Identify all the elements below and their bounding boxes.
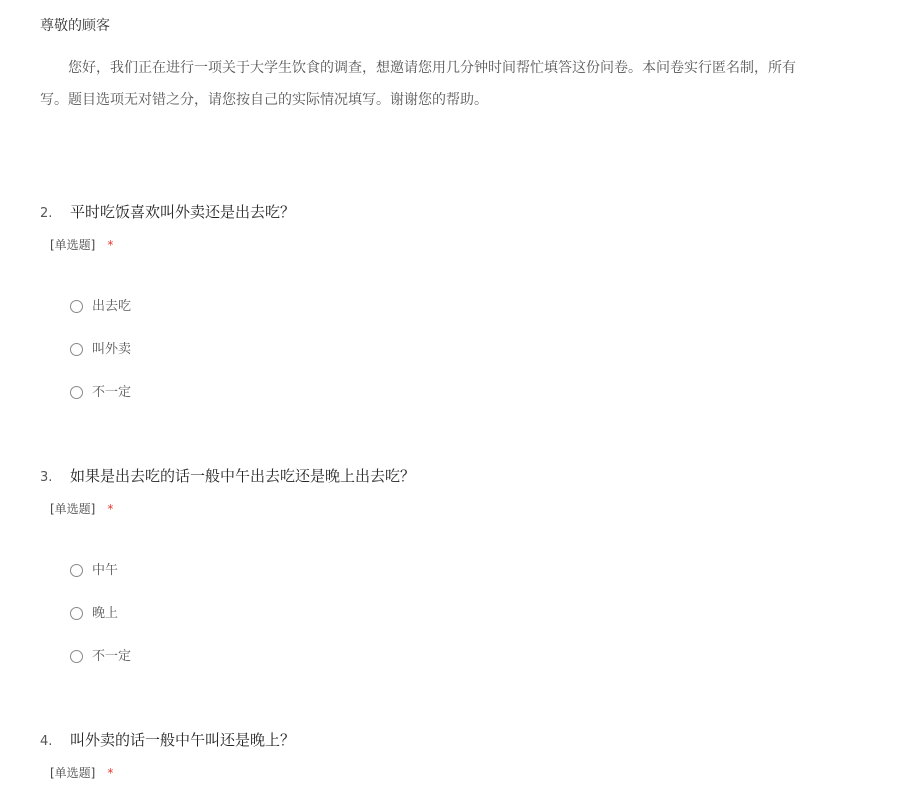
question-text: 叫外卖的话一般中午叫还是晚上？: [70, 731, 296, 749]
intro-line-1: 您好，我们正在进行一项关于大学生饮食的调查，想邀请您用几分钟时间帮忙填答这份问卷。本问卷实行匿名制，所有: [68, 60, 796, 76]
required-mark: *: [107, 238, 114, 252]
option-label: 中午: [92, 563, 119, 578]
question-number: 4.: [40, 734, 53, 749]
radio-unchecked-icon[interactable]: [70, 343, 83, 356]
question-type: [50, 765, 890, 781]
question-type: [50, 237, 890, 253]
question-text: 平时吃饭喜欢叫外卖还是出去吃？: [70, 203, 296, 221]
option-buyiding[interactable]: [70, 649, 890, 692]
radio-unchecked-icon[interactable]: [70, 386, 83, 399]
question-type-label: [单选题]: [50, 766, 96, 780]
required-mark: *: [107, 766, 114, 780]
radio-unchecked-icon[interactable]: [70, 607, 83, 620]
option-buyiding[interactable]: [70, 385, 890, 428]
option-wanshang[interactable]: [70, 606, 890, 649]
question-type-label: [单选题]: [50, 502, 96, 516]
question-2: [40, 201, 890, 428]
radio-unchecked-icon[interactable]: [70, 564, 83, 577]
radio-unchecked-icon[interactable]: [70, 300, 83, 313]
radio-unchecked-icon[interactable]: [70, 650, 83, 663]
option-label: 晚上: [92, 606, 119, 621]
question-type-label: [单选题]: [50, 238, 96, 252]
options-list: [70, 563, 890, 692]
question-number: 3.: [40, 470, 53, 485]
option-label: 叫外卖: [92, 342, 132, 357]
survey-greeting: 尊敬的顾客: [40, 18, 110, 34]
option-label: 不一定: [92, 649, 132, 664]
option-label: 出去吃: [92, 299, 132, 314]
option-chuqu-chi[interactable]: [70, 299, 890, 342]
intro-line-2: 写。题目选项无对错之分，请您按自己的实际情况填写。谢谢您的帮助。: [40, 92, 488, 108]
question-title: [40, 465, 890, 487]
option-label: 不一定: [92, 385, 132, 400]
question-3: [40, 465, 890, 692]
question-number: 2.: [40, 206, 53, 221]
question-title: [40, 729, 890, 751]
option-jiao-waimai[interactable]: [70, 342, 890, 385]
required-mark: *: [107, 502, 114, 516]
options-list: [70, 299, 890, 428]
option-zhongwu[interactable]: [70, 563, 890, 606]
question-title: [40, 201, 890, 223]
question-4: [40, 729, 890, 781]
question-text: 如果是出去吃的话一般中午出去吃还是晚上出去吃？: [70, 467, 416, 485]
survey-intro: [40, 52, 900, 116]
question-type: [50, 501, 890, 517]
